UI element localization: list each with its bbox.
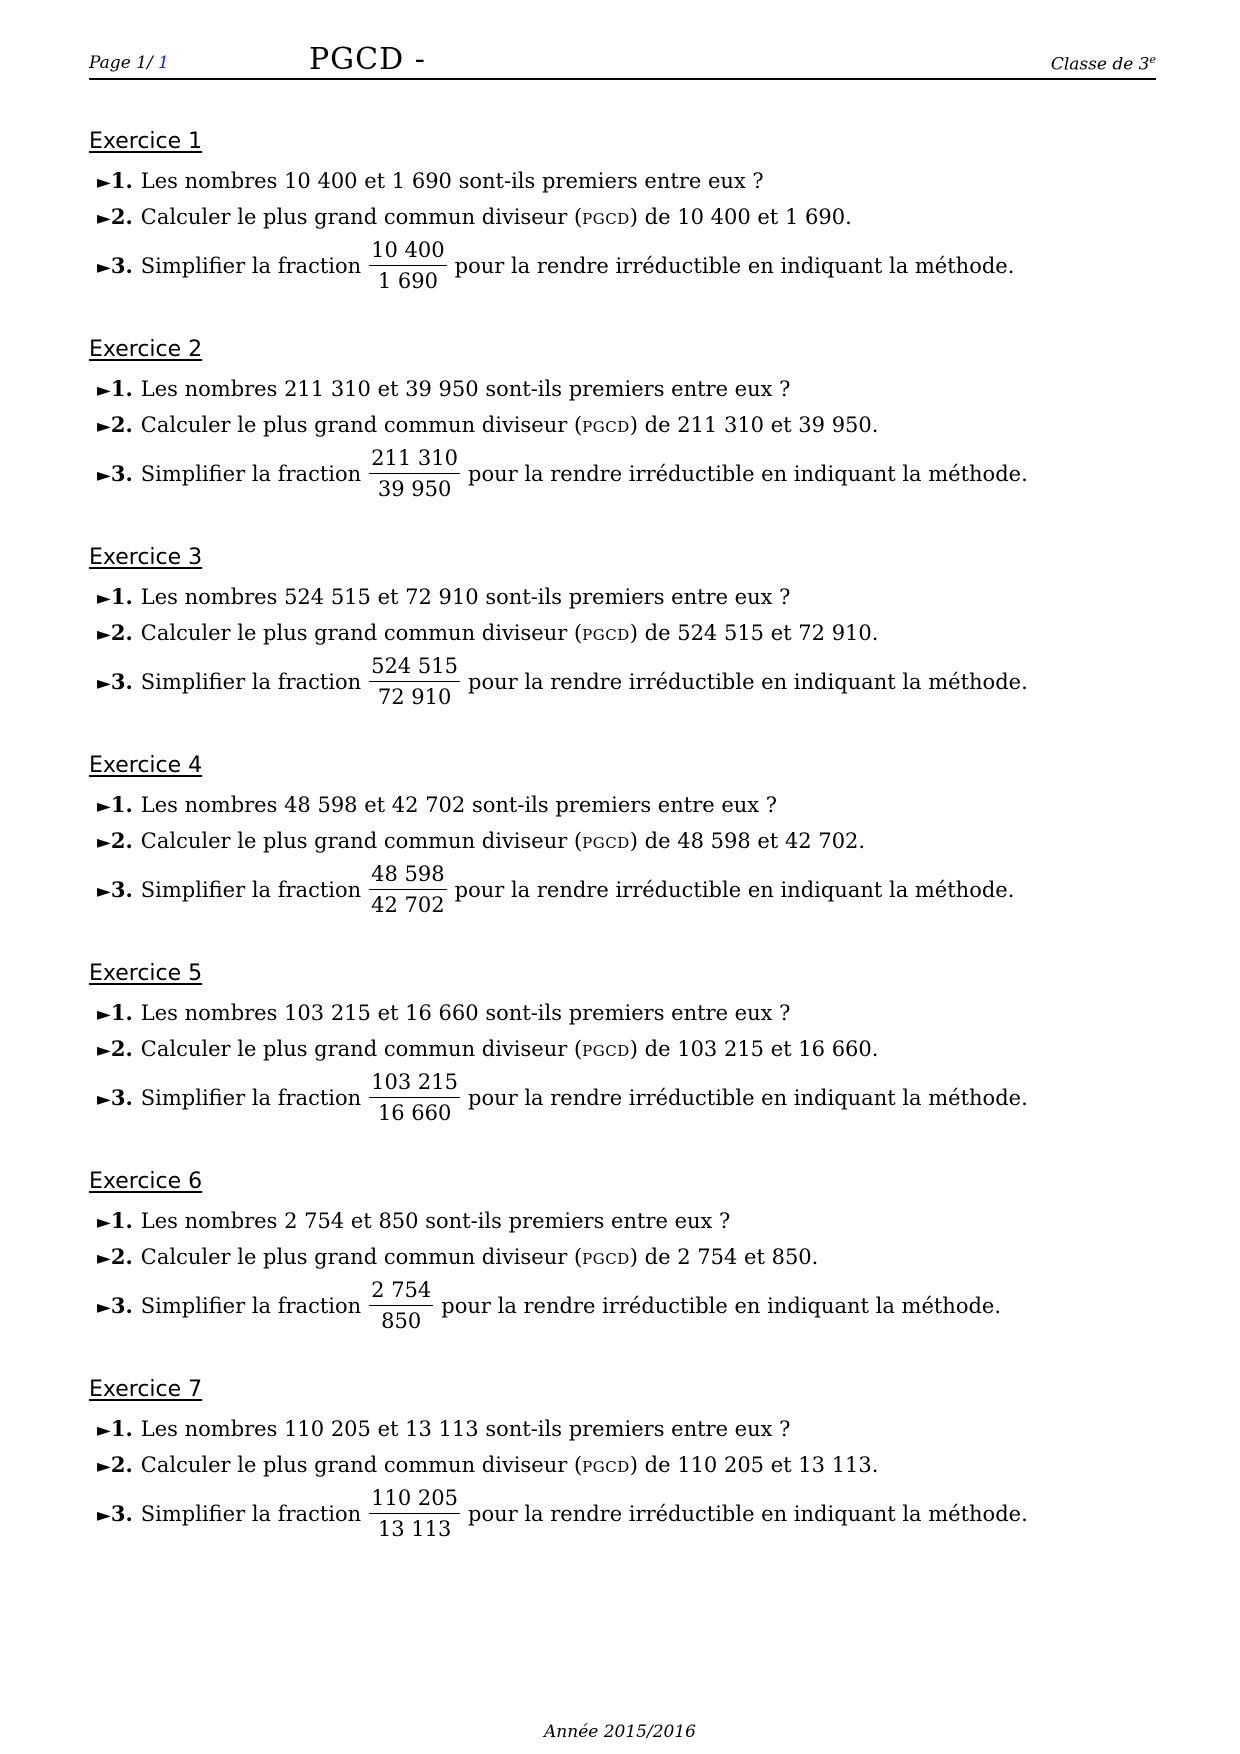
text: et	[770, 621, 792, 645]
arrow-icon: ►	[97, 416, 111, 437]
question-3	[89, 1069, 1149, 1127]
text: sont-ils premiers entre eux ?	[485, 1417, 791, 1441]
text: ) de	[629, 1037, 671, 1061]
question-number	[97, 828, 133, 853]
numerator: 524 515	[369, 651, 460, 682]
number-label: 2.	[110, 828, 133, 853]
question-1	[89, 579, 1149, 615]
fraction	[369, 1483, 460, 1544]
text: Les nombres	[140, 1001, 278, 1025]
value-a: 10 400	[677, 205, 751, 229]
value-b: 42 702	[784, 829, 859, 853]
numerator: 10 400	[369, 235, 446, 266]
value-a: 103 215	[284, 1001, 371, 1025]
text: .	[871, 621, 879, 645]
exercise-title: Exercice 3	[89, 545, 203, 570]
pgcd-abbr: pgcd	[582, 413, 630, 437]
question-number	[97, 1293, 133, 1318]
text: pour la rendre irréductible en indiquant la méthode.	[441, 1294, 1002, 1318]
value-b: 42 702	[391, 793, 466, 817]
question-number	[97, 461, 133, 486]
text: .	[858, 829, 866, 853]
text: et	[770, 1453, 792, 1477]
text: Simplifier la fraction	[140, 1294, 362, 1318]
fraction	[369, 1275, 433, 1336]
text: et	[364, 169, 386, 193]
number-label: 1.	[110, 1000, 133, 1025]
class-label	[1051, 53, 1156, 75]
value-a: 211 310	[677, 413, 765, 437]
value-b: 72 910	[405, 585, 479, 609]
question-number	[97, 1036, 133, 1061]
text: sont-ils premiers entre eux ?	[458, 169, 764, 193]
number-label: 1.	[110, 1208, 133, 1233]
text: Simplifier la fraction	[140, 1086, 362, 1110]
question-3	[89, 1277, 1149, 1335]
question-1	[89, 371, 1149, 407]
value-b: 13 113	[798, 1453, 872, 1477]
text: Calculer le plus grand commun diviseur (	[140, 621, 583, 645]
text: et	[757, 829, 779, 853]
question-1	[89, 1203, 1149, 1239]
value-b: 16 660	[798, 1037, 872, 1061]
text: sont-ils premiers entre eux ?	[471, 793, 778, 817]
denominator: 16 660	[377, 1101, 452, 1125]
text: et	[364, 793, 386, 817]
value-a: 524 515	[677, 621, 765, 645]
number-label: 3.	[110, 1293, 133, 1318]
arrow-icon: ►	[97, 1297, 111, 1318]
value-a: 48 598	[677, 829, 751, 853]
text: ) de	[629, 1245, 671, 1269]
arrow-icon: ►	[97, 1040, 111, 1061]
text: Calculer le plus grand commun diviseur (	[140, 413, 583, 437]
exercise-4	[89, 753, 1149, 919]
question-number	[97, 168, 133, 193]
exercise-title: Exercice 4	[89, 753, 203, 778]
text: ) de	[629, 1453, 671, 1477]
exercise-2	[89, 337, 1149, 503]
pgcd-abbr: pgcd	[582, 1453, 630, 1477]
question-number	[97, 792, 133, 817]
page-total-link[interactable]: 1	[158, 53, 169, 73]
text: et	[744, 1245, 765, 1269]
value-a: 524 515	[284, 585, 371, 609]
number-label: 3.	[110, 669, 133, 694]
question-number	[97, 1244, 133, 1269]
text: ) de	[629, 205, 671, 229]
numerator: 2 754	[369, 1275, 433, 1306]
exercise-title: Exercice 1	[89, 129, 203, 154]
arrow-icon: ►	[97, 1004, 111, 1025]
arrow-icon: ►	[97, 673, 111, 694]
pgcd-abbr: pgcd	[582, 1245, 630, 1269]
question-number	[97, 1085, 133, 1110]
text: pour la rendre irréductible en indiquant la méthode.	[468, 1086, 1028, 1110]
exercise-title: Exercice 6	[89, 1169, 203, 1194]
arrow-icon: ►	[97, 172, 111, 193]
text: Les nombres	[140, 1417, 278, 1441]
arrow-icon: ►	[97, 832, 111, 853]
arrow-icon: ►	[97, 881, 111, 902]
question-2	[89, 1447, 1149, 1483]
arrow-icon: ►	[97, 1089, 111, 1110]
value-a: 2 754	[284, 1209, 345, 1233]
value-a: 10 400	[284, 169, 358, 193]
arrow-icon: ►	[97, 1420, 111, 1441]
arrow-icon: ►	[97, 465, 111, 486]
class-sup: e	[1149, 53, 1156, 66]
fraction	[369, 1067, 460, 1128]
value-b: 850	[771, 1245, 812, 1269]
number-label: 1.	[110, 792, 133, 817]
text: pour la rendre irréductible en indiquant la méthode.	[454, 254, 1015, 278]
arrow-icon: ►	[97, 796, 111, 817]
text: et	[377, 585, 399, 609]
text: Calculer le plus grand commun diviseur (	[140, 1037, 583, 1061]
text: Simplifier la fraction	[140, 1502, 362, 1526]
number-label: 3.	[110, 1085, 133, 1110]
page-title: PGCD -	[309, 42, 426, 77]
text: sont-ils premiers entre eux ?	[485, 1001, 791, 1025]
text: Simplifier la fraction	[140, 462, 362, 486]
question-1	[89, 787, 1149, 823]
text: et	[377, 1417, 399, 1441]
question-3	[89, 861, 1149, 919]
value-b: 39 950	[798, 413, 872, 437]
question-2	[89, 823, 1149, 859]
number-label: 1.	[110, 376, 133, 401]
text: et	[770, 1037, 792, 1061]
question-number	[97, 1416, 133, 1441]
value-a: 2 754	[677, 1245, 738, 1269]
arrow-icon: ►	[97, 624, 111, 645]
text: pour la rendre irréductible en indiquant la méthode.	[468, 462, 1028, 486]
question-number	[97, 1452, 133, 1477]
question-number	[97, 204, 133, 229]
number-label: 2.	[110, 1036, 133, 1061]
question-1	[89, 995, 1149, 1031]
question-number	[97, 1501, 133, 1526]
text: Calculer le plus grand commun diviseur (	[140, 829, 583, 853]
question-2	[89, 407, 1149, 443]
text: .	[811, 1245, 819, 1269]
text: .	[871, 1453, 879, 1477]
text: Simplifier la fraction	[140, 670, 362, 694]
exercise-6	[89, 1169, 1149, 1335]
text: Calculer le plus grand commun diviseur (	[140, 1453, 583, 1477]
denominator: 1 690	[377, 269, 438, 293]
question-number	[97, 669, 133, 694]
value-a: 103 215	[677, 1037, 765, 1061]
arrow-icon: ►	[97, 588, 111, 609]
text: .	[871, 413, 879, 437]
denominator: 850	[381, 1309, 422, 1333]
exercise-1	[89, 129, 1149, 295]
number-label: 2.	[110, 620, 133, 645]
text: Calculer le plus grand commun diviseur (	[140, 1245, 583, 1269]
fraction	[369, 859, 446, 920]
text: sont-ils premiers entre eux ?	[485, 377, 791, 401]
question-2	[89, 615, 1149, 651]
fraction	[369, 443, 460, 504]
page-header	[89, 44, 1156, 80]
text: sont-ils premiers entre eux ?	[425, 1209, 731, 1233]
arrow-icon: ►	[97, 1456, 111, 1477]
question-number	[97, 376, 133, 401]
text: Simplifier la fraction	[140, 878, 362, 902]
value-a: 211 310	[284, 377, 371, 401]
value-b: 72 910	[798, 621, 872, 645]
denominator: 39 950	[377, 477, 452, 501]
fraction	[369, 235, 446, 296]
text: et	[350, 1209, 372, 1233]
question-number	[97, 253, 133, 278]
arrow-icon: ►	[97, 1248, 111, 1269]
text: .	[845, 205, 852, 229]
denominator: 72 910	[377, 685, 452, 709]
number-label: 3.	[110, 253, 133, 278]
question-3	[89, 1485, 1149, 1543]
numerator: 48 598	[369, 859, 446, 890]
question-number	[97, 1000, 133, 1025]
question-number	[97, 620, 133, 645]
value-a: 48 598	[284, 793, 358, 817]
question-2	[89, 1239, 1149, 1275]
exercise-5	[89, 961, 1149, 1127]
value-b: 1 690	[391, 169, 452, 193]
fraction	[369, 651, 460, 712]
question-3	[89, 653, 1149, 711]
number-label: 3.	[110, 1501, 133, 1526]
pgcd-abbr: pgcd	[582, 205, 630, 229]
exercise-title: Exercice 2	[89, 337, 203, 362]
text: pour la rendre irréductible en indiquant la méthode.	[468, 670, 1028, 694]
page-footer: Année 2015/2016	[544, 1722, 696, 1742]
denominator: 42 702	[371, 893, 445, 917]
exercise-title: Exercice 7	[89, 1377, 203, 1402]
question-1	[89, 163, 1149, 199]
text: pour la rendre irréductible en indiquant la méthode.	[454, 878, 1015, 902]
text: et	[377, 1001, 399, 1025]
value-a: 110 205	[284, 1417, 371, 1441]
page-number	[89, 53, 169, 73]
exercise-3	[89, 545, 1149, 711]
arrow-icon: ►	[97, 1212, 111, 1233]
numerator: 211 310	[369, 443, 460, 474]
text: Les nombres	[140, 377, 278, 401]
text: et	[770, 413, 792, 437]
question-2	[89, 199, 1149, 235]
text: .	[871, 1037, 879, 1061]
arrow-icon: ►	[97, 1505, 111, 1526]
number-label: 2.	[110, 412, 133, 437]
text: Simplifier la fraction	[140, 254, 362, 278]
text: ) de	[629, 621, 671, 645]
value-b: 13 113	[405, 1417, 479, 1441]
number-label: 3.	[110, 877, 133, 902]
exercise-7	[89, 1377, 1149, 1543]
text: Calculer le plus grand commun diviseur (	[140, 205, 583, 229]
class-text: Classe de 3	[1050, 54, 1150, 75]
value-b: 850	[378, 1209, 419, 1233]
number-label: 1.	[110, 168, 133, 193]
number-label: 2.	[110, 1244, 133, 1269]
text: ) de	[629, 413, 671, 437]
page-label: Page 1/	[89, 53, 153, 73]
number-label: 1.	[110, 1416, 133, 1441]
text: pour la rendre irréductible en indiquant la méthode.	[468, 1502, 1028, 1526]
number-label: 3.	[110, 461, 133, 486]
value-b: 1 690	[784, 205, 846, 229]
arrow-icon: ►	[97, 380, 111, 401]
number-label: 1.	[110, 584, 133, 609]
question-1	[89, 1411, 1149, 1447]
arrow-icon: ►	[97, 208, 111, 229]
pgcd-abbr: pgcd	[582, 621, 630, 645]
value-b: 39 950	[405, 377, 479, 401]
text: sont-ils premiers entre eux ?	[485, 585, 791, 609]
question-number	[97, 1208, 133, 1233]
text: et	[757, 205, 779, 229]
denominator: 13 113	[377, 1517, 452, 1541]
text: Les nombres	[140, 585, 278, 609]
text: ) de	[629, 829, 671, 853]
question-3	[89, 237, 1149, 295]
question-2	[89, 1031, 1149, 1067]
text: Les nombres	[140, 1209, 278, 1233]
number-label: 2.	[110, 1452, 133, 1477]
numerator: 103 215	[369, 1067, 460, 1098]
pgcd-abbr: pgcd	[582, 829, 630, 853]
question-number	[97, 584, 133, 609]
text: Les nombres	[140, 793, 278, 817]
number-label: 2.	[110, 204, 133, 229]
question-3	[89, 445, 1149, 503]
arrow-icon: ►	[97, 257, 111, 278]
exercise-title: Exercice 5	[89, 961, 203, 986]
text: et	[377, 377, 399, 401]
value-b: 16 660	[405, 1001, 479, 1025]
pgcd-abbr: pgcd	[582, 1037, 630, 1061]
question-number	[97, 877, 133, 902]
question-number	[97, 412, 133, 437]
text: Les nombres	[140, 169, 278, 193]
numerator: 110 205	[369, 1483, 460, 1514]
value-a: 110 205	[677, 1453, 765, 1477]
